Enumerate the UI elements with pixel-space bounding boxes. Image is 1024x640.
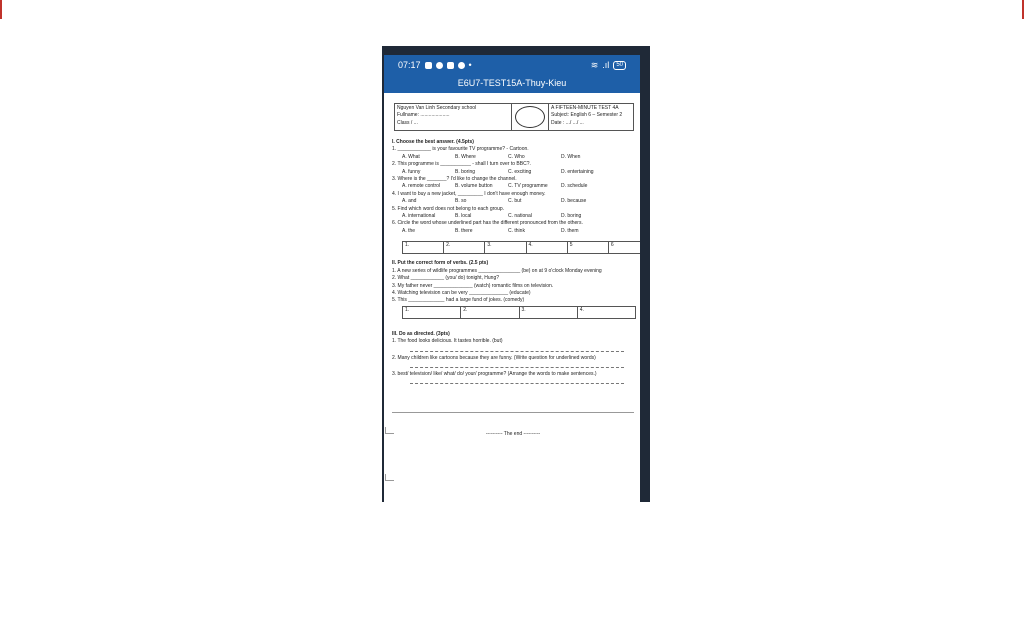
- option: A. the: [402, 227, 416, 234]
- question-5: 5. Find which word does not belong to each group.: [392, 205, 505, 212]
- option: B. Where: [455, 153, 476, 160]
- option: B. boring: [455, 168, 476, 175]
- option: C. TV programme: [508, 183, 548, 190]
- test-title: A FIFTEEN-MINUTE TEST 4A: [551, 105, 619, 111]
- option: C. exciting: [508, 168, 532, 175]
- dot-icon: •: [468, 60, 472, 70]
- option: D. because: [561, 198, 587, 205]
- answer-cell: 2.: [444, 242, 485, 253]
- verb-item: 3. My father never ______________ (watch) romantic films on television.: [392, 282, 554, 289]
- page-break: [392, 412, 634, 413]
- option: D. them: [561, 227, 579, 234]
- date-field: Date : .../ .../ ...: [551, 119, 584, 126]
- answer-cell: 1.: [403, 242, 444, 253]
- section3-heading: III. Do as directed. (3pts): [392, 330, 450, 337]
- option: B. there: [455, 227, 473, 234]
- option: D. boring: [561, 213, 582, 220]
- the-end: ---------- The end ----------: [485, 431, 541, 438]
- q2-options: [402, 169, 634, 176]
- margin-mark: [385, 474, 394, 481]
- q4-options: [402, 198, 634, 205]
- status-bar: [384, 55, 640, 75]
- option: C. but: [508, 198, 522, 205]
- q3-options: [402, 183, 634, 190]
- option: C. Who: [508, 153, 525, 160]
- section2-answer-table: [402, 306, 636, 319]
- q5-options: [402, 213, 634, 220]
- answer-cell: 6: [610, 242, 614, 249]
- school-name: Nguyen Van Linh Secondary school: [397, 105, 477, 111]
- question-6: 6. Circle the word whose underlined part has the different pronounced from the others.: [392, 220, 583, 227]
- option: A. remote control: [402, 183, 441, 190]
- fullname-field: Fullname: .....................: [397, 112, 450, 119]
- option: D. When: [561, 153, 581, 160]
- messenger-icon: [458, 62, 465, 69]
- section1-answer-table: [402, 241, 640, 254]
- option: C. think: [508, 227, 525, 234]
- signal-icon: .ıl: [602, 60, 610, 70]
- q6-options: [402, 228, 634, 235]
- margin-mark: [385, 427, 394, 434]
- answer-cell: 4.: [579, 306, 584, 313]
- answer-line: [410, 351, 624, 352]
- q1-options: [402, 154, 634, 161]
- header-table: [394, 103, 634, 131]
- status-time: 07:17: [398, 60, 421, 70]
- subject: Subject: English 6 – Semester 2: [551, 112, 623, 119]
- option: D. entertaining: [561, 168, 594, 175]
- message-icon: [425, 62, 432, 69]
- facebook-icon: [436, 62, 443, 69]
- question-2: 2. This programme is ___________ - shall I turn over to BBC?.: [392, 161, 531, 168]
- answer-cell: 5: [568, 242, 609, 253]
- document-page: [384, 93, 640, 439]
- question-3: 3. Where is the _______? I'd like to change the channel.: [392, 176, 517, 183]
- score-oval: [515, 106, 545, 128]
- option: A. What: [402, 153, 420, 160]
- answer-cell: 3.: [485, 242, 526, 253]
- section1-heading: I. Choose the best answer. (4.5pts): [392, 139, 474, 145]
- document-title: E6U7-TEST15A-Thuy-Kieu: [384, 75, 640, 93]
- answer-cell: 4.: [527, 242, 568, 253]
- option: A. international: [402, 213, 436, 220]
- option: A. funny: [402, 168, 421, 175]
- answer-line: [410, 383, 624, 384]
- youtube-icon: [447, 62, 454, 69]
- directed-q3: 3. best/ television/ like/ what/ do/ your/ programme? (Arrange the words to make sentences.): [392, 370, 597, 377]
- section2-heading: II. Put the correct form of verbs. (2.5 pts): [392, 260, 489, 267]
- class-field: Class / ...: [397, 119, 418, 126]
- option: A. and: [402, 198, 417, 205]
- option: B. volume button: [455, 183, 493, 190]
- question-1: 1. ____________ is your favourite TV programme? - Cartoon.: [392, 146, 529, 153]
- verb-item: 5. This _____________ had a large fund of jokes. (comedy): [392, 297, 525, 304]
- directed-q1: 1. The food looks delicious. It tastes horrible. (but): [392, 338, 503, 345]
- answer-cell: 3.: [520, 307, 578, 318]
- option: C. national: [508, 213, 532, 220]
- window-edge-left: [0, 0, 2, 19]
- verb-item: 4. Watching television can be very ______________ (educate): [392, 289, 531, 296]
- phone-screenshot: [384, 55, 640, 502]
- answer-line: [410, 367, 624, 368]
- directed-q2: 2. Many children like cartoons because they are funny. (Write question for underlined words): [392, 354, 596, 361]
- answer-cell: 1.: [403, 307, 461, 318]
- question-4: 4. I want to buy a new jacket, _________ I don't have enough money.: [392, 190, 546, 197]
- answer-cell: 2.: [461, 307, 519, 318]
- option: B. local: [455, 213, 472, 220]
- option: B. so: [455, 198, 467, 205]
- wifi-icon: ≋: [590, 59, 599, 70]
- battery-icon: 50: [613, 61, 626, 70]
- verb-item: 1. A new series of wildlife programmes _______________ (be) on at 9 o'clock Monday evening: [392, 267, 602, 274]
- verb-item: 2. What ____________ (you/ do) tonight, Hung?: [392, 275, 500, 282]
- option: D. schedule: [561, 183, 588, 190]
